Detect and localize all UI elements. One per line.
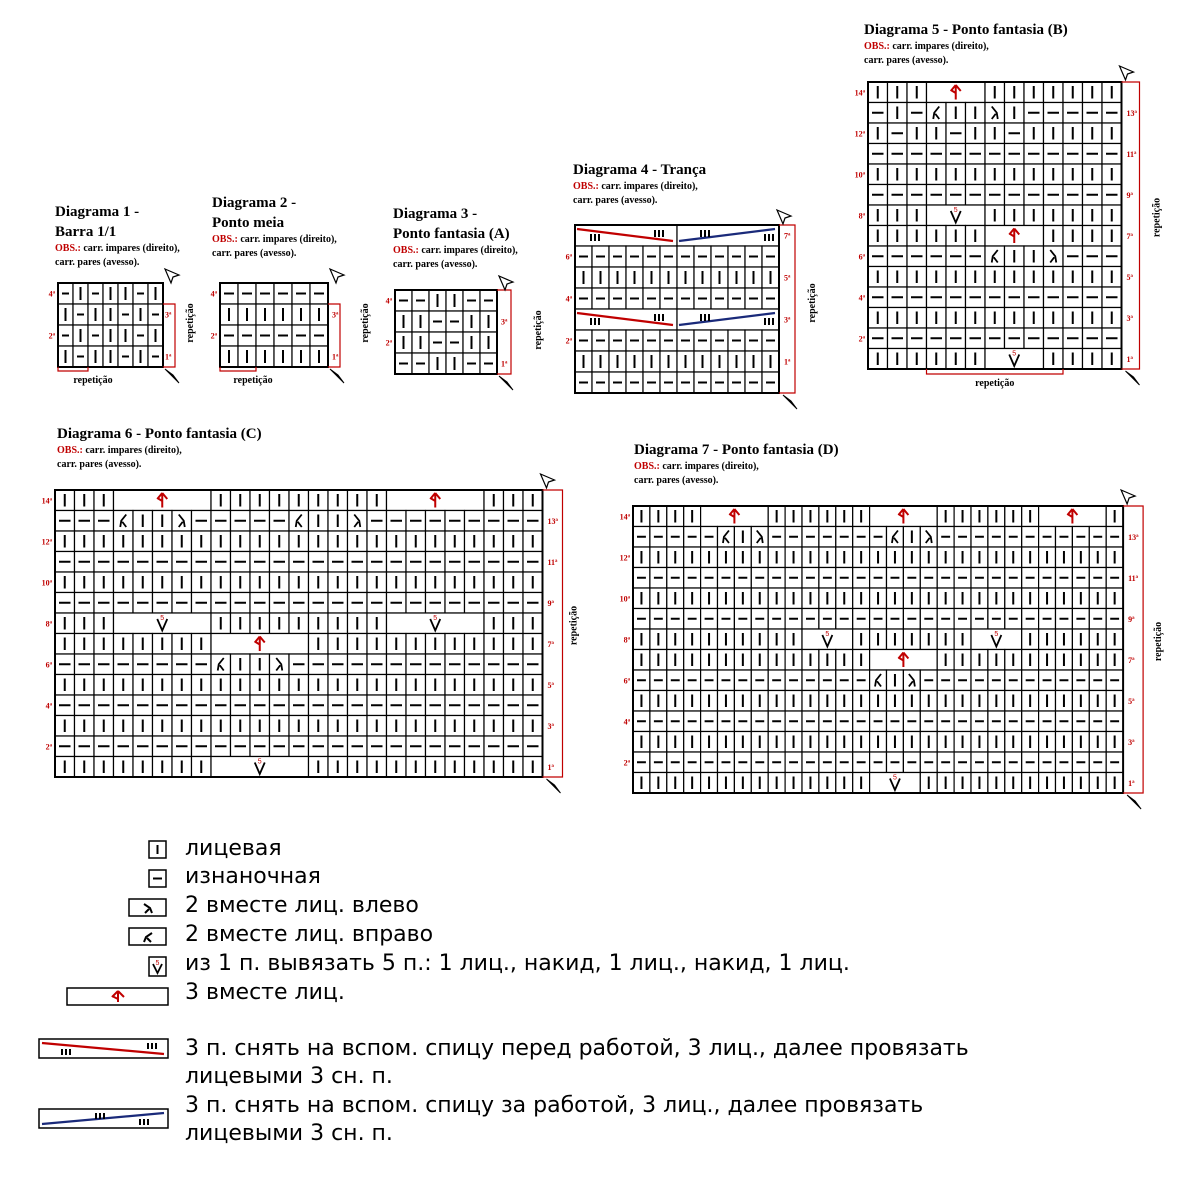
start-arrow-icon [499,276,513,290]
repeat-bracket [543,490,563,777]
legend-cable-back-text-2: лицевыми 3 сн. п. [185,1121,393,1146]
end-arrow-icon [1126,371,1140,385]
row-number: 12ª [619,553,630,563]
grid-cell [870,670,887,691]
end-arrow-icon [547,779,561,793]
inc5-label: 5 [892,774,897,782]
grid-cell [1044,246,1064,267]
grid-cell [985,103,1005,124]
diagram-1-obs: OBS.: carr. impares (direito), carr. pares (avesso). [55,243,180,268]
repeat-label-horizontal: repetição [233,375,273,386]
row-number: 10ª [619,594,630,604]
row-number: 12ª [41,537,52,547]
grid-cell [114,511,134,532]
row-number: 1ª [165,352,172,362]
grid-cell [289,511,309,532]
diagram-7-chart [608,482,1178,812]
row-number: 4ª [565,294,572,304]
repeat-label-vertical: repetição [1151,197,1163,238]
start-arrow-icon [330,269,344,283]
grid-cell [985,246,1005,267]
cable-front-symbol-icon [38,1038,170,1060]
diagram-2-title: Diagrama 2 - Ponto meia [212,195,297,231]
legend-cable-front-text-2: лицевыми 3 сн. п. [185,1064,393,1089]
row-number: 13ª [1128,532,1139,542]
row-number: 7ª [1126,231,1133,241]
row-number: 3ª [165,310,172,320]
diagram-6-obs: OBS.: carr. impares (direito), carr. pares (avesso). [57,445,182,470]
row-number: 5ª [1128,696,1135,706]
diagram-3 [393,204,518,272]
row-number: 13ª [547,516,558,526]
row-number: 4ª [385,296,392,306]
diagram-5-obs: OBS.: carr. impares (direito), carr. pares (avesso). [864,41,989,66]
inc5-label: 5 [825,631,830,638]
diagram-4 [573,160,706,208]
end-arrow-icon [330,369,344,383]
diagram-4-obs: OBS.: carr. impares (direito), carr. pares (avesso). [573,181,698,206]
grid-cell [718,527,735,548]
diagram-1-chart [40,270,210,390]
diagram-4-title: Diagrama 4 - Trança [573,162,707,178]
row-number: 7ª [784,231,791,241]
repeat-bracket [1123,506,1143,793]
start-arrow-icon [777,210,791,224]
row-number: 2ª [48,331,55,341]
diagram-3-chart [378,285,544,395]
end-arrow-icon [165,369,179,383]
grid-cell [348,511,368,532]
inc5-label: 5 [160,615,165,622]
row-number: 8ª [45,619,52,629]
inc5-label: 5 [433,615,438,622]
legend-purl-text: изнаночная [185,864,321,889]
repeat-label-vertical: repetição [807,283,818,323]
row-number: 11ª [547,557,558,567]
row-number: 6ª [565,252,572,262]
row-number: 5ª [1126,272,1133,282]
repeat-bracket [1122,82,1140,369]
end-arrow-icon [1127,795,1141,809]
row-number: 11ª [1126,149,1137,159]
diagram-5-chart [840,62,1180,392]
row-number: 3ª [784,315,791,325]
diagram-6-chart [30,465,590,800]
inc5-label: 5 [953,207,958,214]
row-number: 4ª [858,293,865,303]
legend-k2tog-right-text: 2 вместе лиц. вправо [185,922,434,947]
row-number: 3ª [1128,737,1135,747]
inc5-label: 5 [1012,350,1017,358]
grid-cell [903,670,920,691]
row-number: 14ª [619,512,630,522]
row-number: 6ª [623,676,630,686]
grid-cell [211,654,231,675]
legend-inc5-text: из 1 п. вывязать 5 п.: 1 лиц., накид, 1 лиц., накид, 1 лиц. [185,951,850,976]
row-number: 3ª [332,310,339,320]
row-number: 1ª [784,357,791,367]
row-number: 1ª [1126,354,1133,364]
purl-symbol-icon [148,869,168,889]
row-number: 10ª [854,170,865,180]
row-number: 1ª [547,762,554,772]
row-number: 9ª [1126,190,1133,200]
row-number: 4ª [48,289,55,299]
row-number: 14ª [41,496,52,506]
diagram-3-obs: OBS.: carr. impares (direito), carr. pares (avesso). [393,245,518,270]
row-number: 3ª [501,317,508,327]
knit-symbol-icon [148,840,168,860]
row-number: 2ª [385,338,392,348]
row-number: 3ª [547,721,554,731]
repeat-label-horizontal: repetição [975,378,1015,389]
row-number: 2ª [565,336,572,346]
start-arrow-icon [541,474,555,488]
start-arrow-icon [165,269,179,283]
row-number: 7ª [547,639,554,649]
legend-cable-back-text: 3 п. снять на вспом. спицу за работой, 3 лиц., далее провязать [185,1093,924,1118]
diagram-1-title: Diagrama 1 - Barra 1/1 [55,204,140,240]
k2tog-right-symbol-icon [128,927,168,947]
diagram-7-title: Diagrama 7 - Ponto fantasia (D) [634,442,839,458]
svg-text:5: 5 [155,960,160,967]
grid-cell [751,527,768,548]
legend-knit-text: лицевая [185,836,282,861]
grid-cell [927,103,947,124]
row-number: 2ª [623,758,630,768]
row-number: 4ª [45,701,52,711]
row-number: 14ª [854,88,865,98]
grid-cell [270,654,290,675]
inc5-symbol-icon [148,956,168,978]
row-number: 6ª [858,252,865,262]
diagram-3-title: Diagrama 3 - Ponto fantasia (A) [393,206,510,242]
row-number: 1ª [1128,778,1135,788]
row-number: 2ª [858,334,865,344]
diagram-2-chart [200,270,370,390]
repeat-label-vertical: repetição [568,605,580,646]
row-number: 5ª [547,680,554,690]
diagram-2 [212,193,337,261]
start-arrow-icon [1120,66,1134,80]
repeat-label-vertical: repetição [1153,621,1165,662]
legend-k3tog-text: 3 вместе лиц. [185,980,345,1005]
diagram-6-title: Diagrama 6 - Ponto fantasia (C) [57,426,262,442]
diagram-4-chart [555,205,820,390]
row-number: 1ª [501,359,508,369]
row-number: 5ª [784,273,791,283]
inc5-label: 5 [257,758,262,766]
k2tog-left-symbol-icon [128,898,168,918]
legend-k2tog-left-text: 2 вместе лиц. влево [185,893,419,918]
row-number: 8ª [623,635,630,645]
row-number: 6ª [45,660,52,670]
k3tog-symbol-icon [66,987,170,1007]
row-number: 4ª [210,289,217,299]
start-arrow-icon [1121,490,1135,504]
row-number: 2ª [45,742,52,752]
row-number: 9ª [547,598,554,608]
row-number: 13ª [1126,108,1137,118]
diagram-5 [864,20,1068,68]
repeat-label-horizontal: repetição [73,375,113,386]
row-number: 3ª [1126,313,1133,323]
grid-cell [172,511,192,532]
diagram-1 [55,202,180,270]
row-number: 7ª [1128,655,1135,665]
row-number: 4ª [623,717,630,727]
end-arrow-icon [499,376,513,390]
inc5-label: 5 [994,631,999,638]
repeat-bracket [779,225,795,393]
row-number: 11ª [1128,573,1139,583]
end-arrow-icon [783,395,797,409]
grid-cell [920,527,937,548]
grid-cell [887,527,904,548]
row-number: 1ª [332,352,339,362]
row-number: 2ª [210,331,217,341]
row-number: 12ª [854,129,865,139]
repeat-label-vertical: repetição [533,310,544,350]
repeat-label-vertical: repetição [185,303,196,343]
repeat-label-vertical: repetição [360,303,371,343]
row-number: 8ª [858,211,865,221]
diagram-7 [634,440,839,488]
row-number: 9ª [1128,614,1135,624]
row-number: 10ª [41,578,52,588]
diagram-7-obs: OBS.: carr. impares (direito), carr. pares (avesso). [634,461,759,486]
cable-back-symbol-icon [38,1108,170,1130]
legend-cable-front-text: 3 п. снять на вспом. спицу перед работой, 3 лиц., далее провязать [185,1036,969,1061]
diagram-2-obs: OBS.: carr. impares (direito), carr. pares (avesso). [212,234,337,259]
diagram-5-title: Diagrama 5 - Ponto fantasia (B) [864,22,1068,38]
